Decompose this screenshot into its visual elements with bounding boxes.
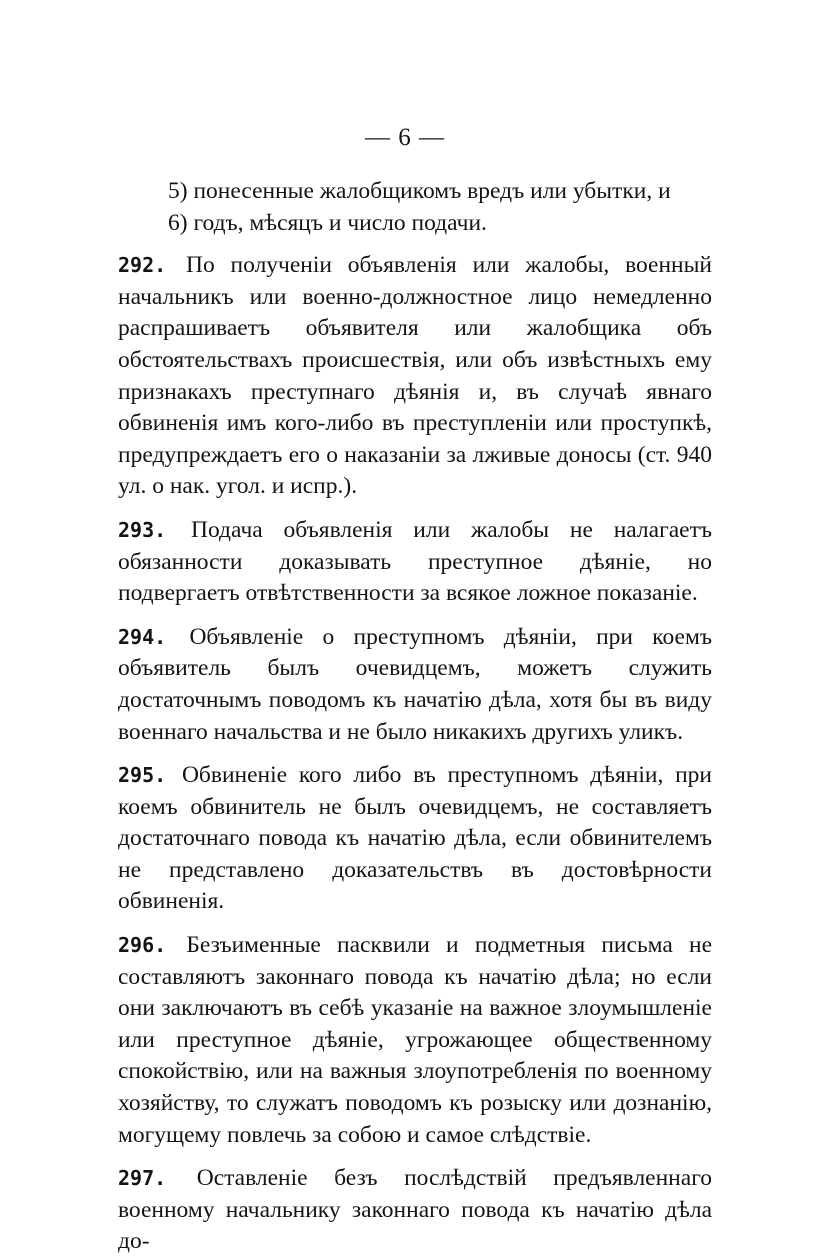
article-text: Подача объявленія или жалобы не налагаетъ обязанности доказывать преступное дѣяніе, но подвергаетъ отвѣтственности за всякое ложное показаніе. [118, 516, 712, 607]
article-number: 295. [118, 763, 167, 788]
article-292 [118, 250, 712, 503]
article-number: 292. [118, 253, 167, 278]
article-text: Обвиненіе кого либо въ преступномъ дѣяніи, при коемъ обвинитель не былъ очевидцемъ, не составляетъ достаточнаго повода къ начатію дѣла, если обвинителемъ не представлено доказательствъ въ достовѣрности обвиненія. [118, 762, 712, 915]
article-text: По полученіи объявленія или жалобы, военный начальникъ или военно-должностное лицо немедленно распрашиваетъ объявителя или жалобщика объ обстоятельствахъ происшествія, или объ извѣстныхъ ему признакахъ преступнаго дѣянія и, въ случаѣ явнаго обвиненія имъ кого-либо въ преступленіи или проступкѣ, предупреждаетъ его о наказаніи за лживые доносы (ст. 940 ул. о нак. угол. и испр.). [118, 252, 712, 500]
article-number: 293. [118, 517, 167, 542]
article-number: 294. [118, 624, 167, 649]
article-text: Оставленіе безъ послѣдствій предъявленнаго военному начальнику законнаго повода къ начатію дѣла до- [118, 1165, 712, 1255]
list-item: 6) годъ, мѣсяцъ и число подачи. [168, 209, 487, 236]
article-296 [118, 930, 712, 1151]
article-294 [118, 622, 712, 748]
list-item: 5) понесенные жалобщикомъ вредъ или убытки, и [168, 178, 671, 204]
article-text: Объявленіе о преступномъ дѣяніи, при коемъ объявитель былъ очевидцемъ, можетъ служить достаточнымъ поводомъ къ начатію дѣла, хотя бы въ виду военнаго начальства и не было никакихъ другихъ уликъ. [118, 623, 712, 745]
page-number: — 6 — [365, 124, 445, 151]
article-text: Безъименные пасквили и подметныя письма не составляютъ законнаго повода къ начатію дѣла; но если они заключаютъ въ себѣ указаніе на важное злоумышленіе или преступное дѣяніе, угрожающее общественному спокойствію, или на важныя злоупотребленія по военному хозяйству, то служатъ поводомъ къ розыску или дознанію, могущему повлечь за собою и самое слѣдствіе. [118, 932, 712, 1148]
article-293 [118, 515, 712, 610]
body-text [118, 176, 712, 1258]
article-297 [118, 1163, 712, 1258]
article-number: 297. [118, 1166, 167, 1191]
article-number: 296. [118, 933, 167, 958]
article-295 [118, 760, 712, 918]
